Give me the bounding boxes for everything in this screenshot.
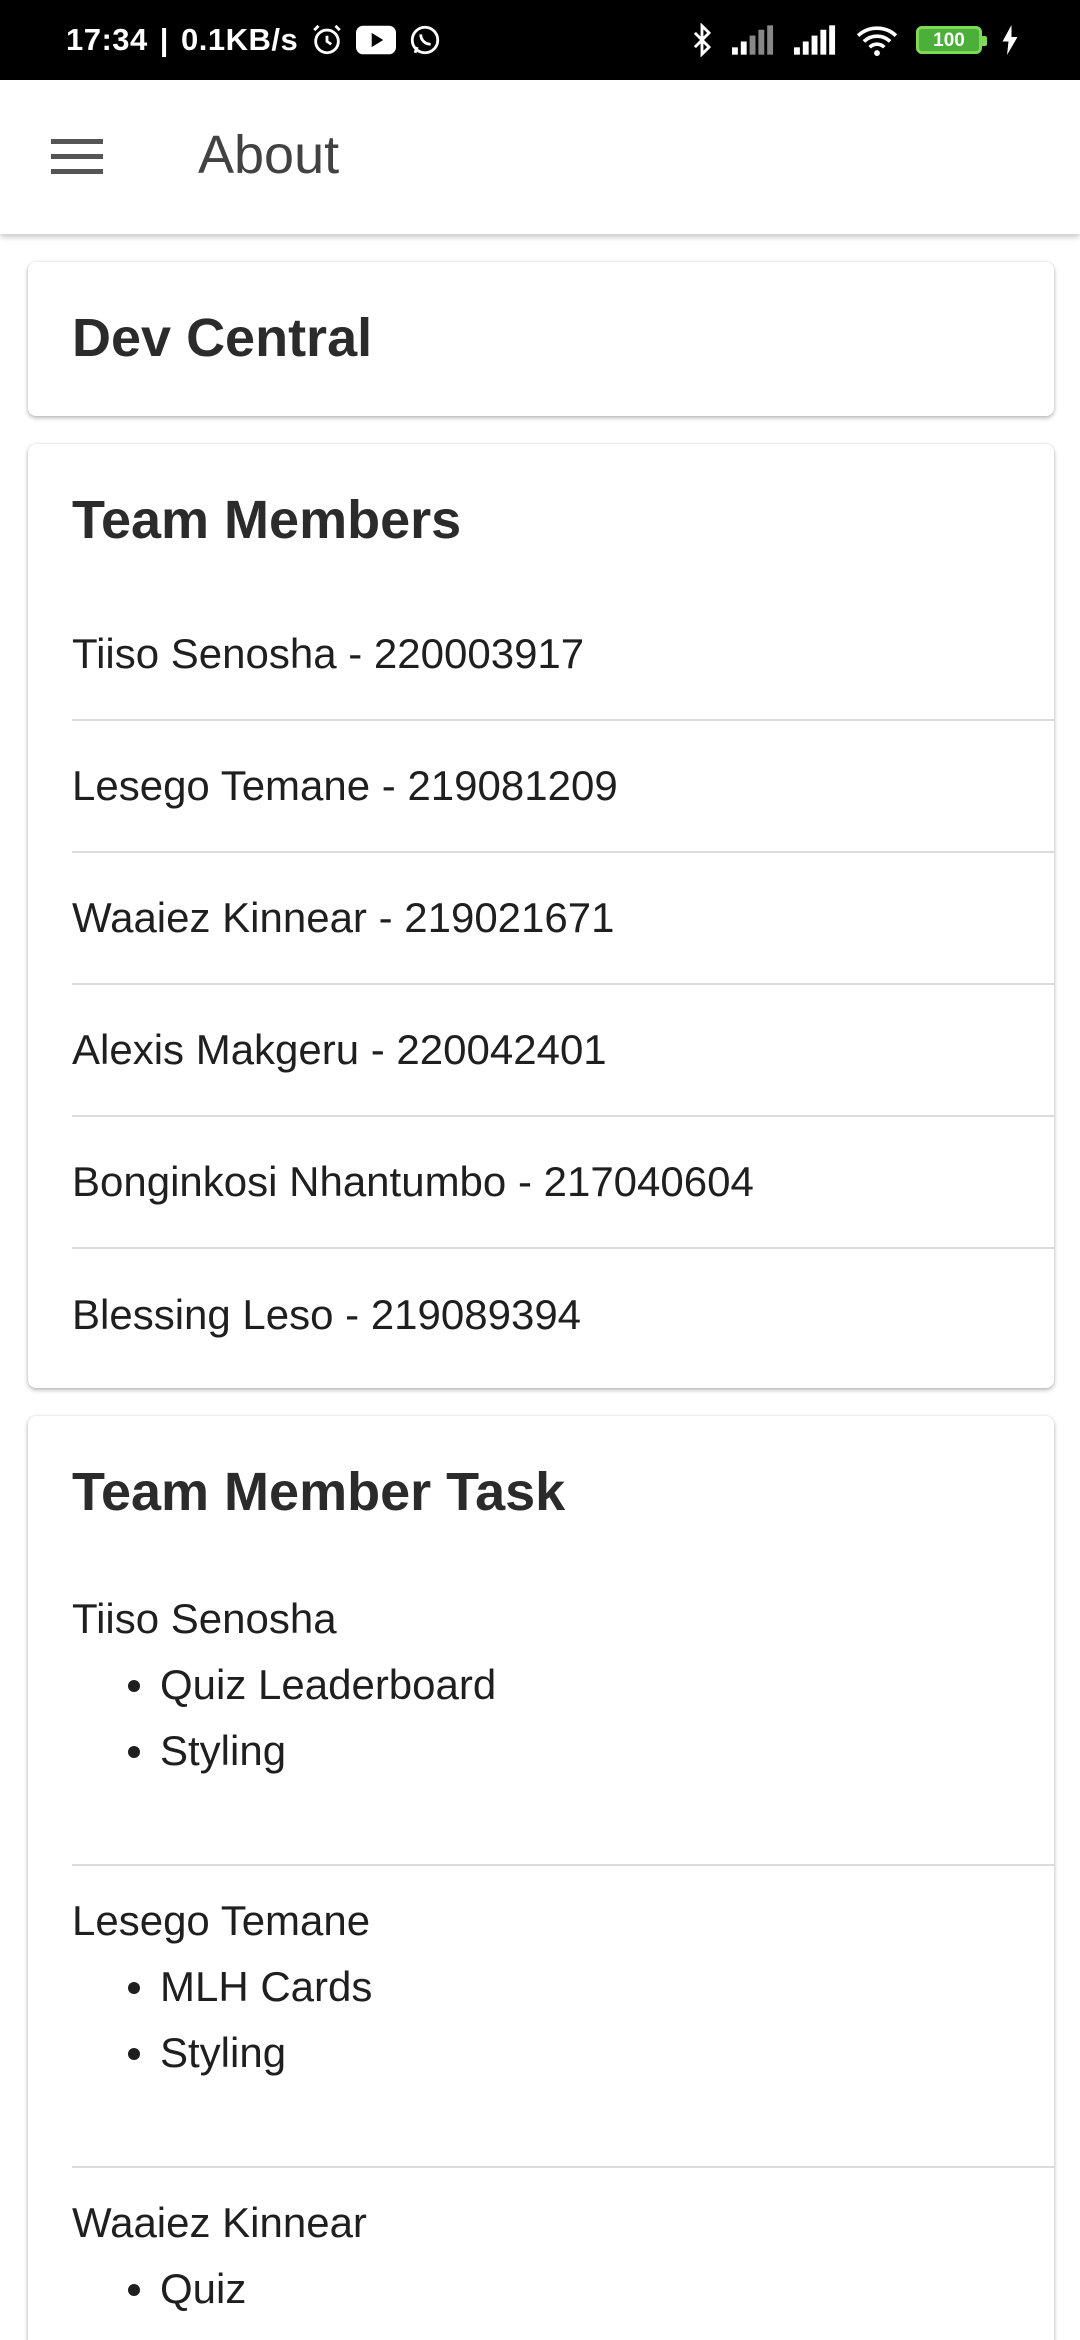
list-item: Tiiso Senosha - 220003917 (72, 589, 1054, 721)
task-block (72, 1564, 1054, 1866)
dev-central-title: Dev Central (72, 308, 373, 368)
charging-icon (1000, 25, 1020, 55)
battery-icon (916, 26, 982, 54)
task-member-name: Waaiez Kinnear (72, 2199, 367, 2246)
task-items (72, 1954, 1054, 2086)
status-bar (0, 0, 1080, 80)
list-item: Bonginkosi Nhantumbo - 217040604 (72, 1117, 1054, 1249)
task-member-name: Tiiso Senosha (72, 1595, 337, 1642)
task-list (72, 1564, 1054, 2340)
list-item: Waaiez Kinnear - 219021671 (72, 853, 1054, 985)
task-item: Styling (128, 1718, 1054, 1784)
team-member-task-card (28, 1416, 1054, 2340)
whatsapp-icon (408, 23, 442, 57)
page-title: About (198, 125, 340, 185)
task-items (72, 2256, 1054, 2322)
dev-central-card (28, 262, 1054, 416)
bluetooth-icon (690, 23, 714, 57)
status-time: 17:34 (66, 22, 148, 57)
task-item: MLH Cards (128, 1954, 1054, 2020)
list-item: Alexis Makgeru - 220042401 (72, 985, 1054, 1117)
task-member-name: Lesego Temane (72, 1897, 371, 1944)
youtube-icon (356, 25, 396, 55)
task-item: Styling (128, 2020, 1054, 2086)
team-members-card (28, 444, 1054, 1388)
list-item: Lesego Temane - 219081209 (72, 721, 1054, 853)
wifi-icon (856, 24, 898, 56)
team-members-list (72, 589, 1054, 1381)
battery-level: 100 (933, 29, 965, 51)
list-item: Blessing Leso - 219089394 (72, 1291, 582, 1338)
signal-icon-2 (794, 25, 838, 55)
task-item: Quiz (128, 2256, 1054, 2322)
app-bar (0, 80, 1080, 234)
menu-button[interactable] (34, 117, 120, 197)
status-speed: 0.1KB/s (180, 22, 299, 57)
alarm-icon (310, 23, 344, 57)
hamburger-menu-icon (51, 139, 103, 175)
task-items (72, 1652, 1054, 1784)
status-separator: | (159, 22, 169, 57)
team-member-task-title: Team Member Task (72, 1462, 566, 1522)
status-bar-right (690, 23, 1020, 57)
status-bar-left (66, 22, 442, 58)
team-members-title: Team Members (72, 490, 462, 550)
task-item: Quiz Leaderboard (128, 1652, 1054, 1718)
signal-icon (732, 25, 776, 55)
task-block (72, 1866, 1054, 2168)
task-block (72, 2168, 1054, 2340)
